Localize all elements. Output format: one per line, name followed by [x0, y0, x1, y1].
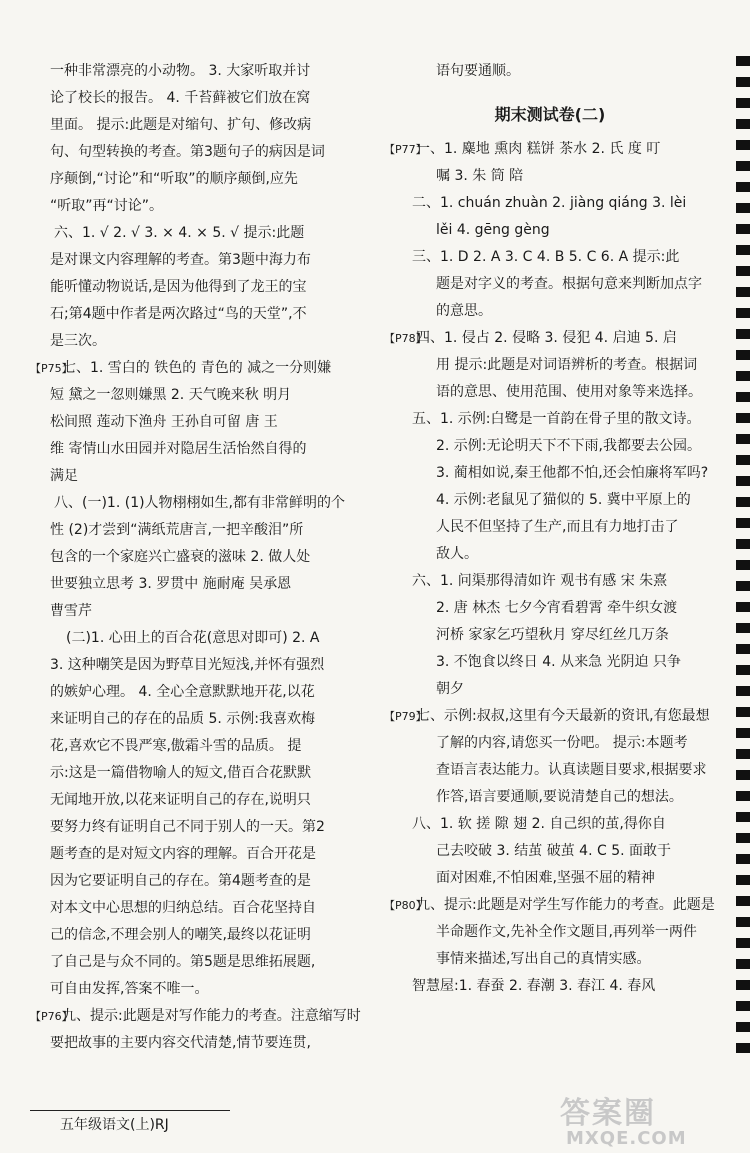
edge-mark — [736, 728, 750, 738]
edge-mark — [736, 497, 750, 507]
edge-mark — [736, 392, 750, 402]
answer-line — [384, 325, 716, 352]
edge-mark — [736, 413, 750, 423]
answer-line — [384, 892, 716, 919]
answer-line — [384, 703, 716, 730]
answer-line — [384, 136, 716, 163]
answer-line — [30, 598, 376, 625]
edge-mark — [736, 812, 750, 822]
answer-line — [30, 166, 376, 193]
answer-text: 2. 示例:无论明天下不下雨,我都要去公园。 — [436, 438, 701, 454]
answer-line — [384, 190, 716, 217]
answer-line — [384, 217, 716, 244]
answer-text: 句、句型转换的考查。第3题句子的病因是词 — [50, 144, 325, 160]
edge-mark — [736, 539, 750, 549]
answer-text: 4. 示例:老鼠见了猫似的 5. 冀中平原上的 — [436, 492, 691, 508]
edge-mark — [736, 119, 750, 129]
answer-text: 作答,语言要通顺,要说清楚自己的想法。 — [436, 789, 683, 805]
answer-text: 石;第4题中作者是两次路过“鸟的天堂”,不 — [50, 306, 307, 322]
answer-text: 要努力终有证明自己不同于别人的一天。第2 — [50, 819, 325, 835]
edge-mark — [736, 455, 750, 465]
answer-line — [384, 460, 716, 487]
answer-line — [30, 652, 376, 679]
answer-text: 二、1. chuán zhuàn 2. jiàng qiáng 3. lèi — [412, 195, 687, 211]
answer-text: 一种非常漂亮的小动物。 3. 大家听取并讨 — [50, 63, 311, 79]
answer-text: 了自己是与众不同的。第5题是思维拓展题, — [50, 954, 316, 970]
answer-line — [30, 760, 376, 787]
answer-line — [30, 436, 376, 463]
answer-line — [30, 517, 376, 544]
answer-line — [384, 541, 716, 568]
answer-line — [30, 976, 376, 1003]
answer-text: 题是对字义的考查。根据句意来判断加点字 — [436, 276, 702, 292]
answer-line — [30, 733, 376, 760]
edge-mark — [736, 854, 750, 864]
edge-mark — [736, 371, 750, 381]
answer-text: 性 (2)才尝到“满纸荒唐言,一把辛酸泪”所 — [50, 522, 304, 538]
answer-text: 松间照 莲动下渔舟 王孙自可留 唐 王 — [50, 414, 278, 430]
answer-text: 的嫉妒心理。 4. 全心全意默默地开花,以花 — [50, 684, 315, 700]
edge-mark — [736, 707, 750, 717]
edge-mark — [736, 1022, 750, 1032]
section-title — [384, 101, 716, 128]
answer-text: 示:这是一篇借物喻人的短文,借百合花默默 — [50, 765, 312, 781]
edge-mark — [736, 686, 750, 696]
answer-text: 3. 蔺相如说,秦王他都不怕,还会怕廉将军吗? — [436, 465, 709, 481]
answer-text: 里面。 提示:此题是对缩句、扩句、修改病 — [50, 117, 312, 133]
answer-line — [30, 193, 376, 220]
answer-text: 三、1. D 2. A 3. C 4. B 5. C 6. A 提示:此 — [412, 249, 680, 265]
edge-mark — [736, 560, 750, 570]
edge-mark — [736, 896, 750, 906]
edge-mark — [736, 1043, 750, 1053]
answer-text: 题考查的是对短文内容的理解。百合开花是 — [50, 846, 316, 862]
answer-line — [384, 730, 716, 757]
answer-text: 查语言表达能力。认真读题目要求,根据要求 — [436, 762, 707, 778]
answer-text: 九、提示:此题是对写作能力的考查。注意缩写时 — [62, 1008, 361, 1024]
answer-text: 无闻地开放,以花来证明自己的存在,说明只 — [50, 792, 311, 808]
answer-text: (二)1. 心田上的百合花(意思对即可) 2. A — [66, 630, 320, 646]
answer-line — [384, 649, 716, 676]
edge-mark — [736, 287, 750, 297]
edge-mark — [736, 917, 750, 927]
answer-line — [30, 1030, 376, 1057]
page-footer: 五年级语文(上)RJ — [60, 1117, 169, 1133]
edge-mark — [736, 329, 750, 339]
answer-text: 语句要通顺。 — [436, 63, 520, 79]
answer-text: 满足 — [50, 468, 78, 484]
edge-mark — [736, 350, 750, 360]
answer-text: 六、1. √ 2. √ 3. × 4. × 5. √ 提示:此题 — [54, 225, 305, 241]
edge-mark — [736, 833, 750, 843]
edge-mark — [736, 518, 750, 528]
edge-mark — [736, 203, 750, 213]
answer-text: 己的信念,不理会别人的嘲笑,最终以花证明 — [50, 927, 311, 943]
answer-text: 七、1. 雪白的 铁色的 青色的 减之一分则嫌 — [62, 360, 332, 376]
answer-line — [384, 919, 716, 946]
answer-line — [384, 514, 716, 541]
edge-mark — [736, 770, 750, 780]
answer-text: 世要独立思考 3. 罗贯中 施耐庵 吴承恩 — [50, 576, 292, 592]
answer-line — [30, 490, 376, 517]
answer-line — [384, 622, 716, 649]
answer-line — [384, 244, 716, 271]
answer-line — [30, 355, 376, 382]
page-tag: 【P80】 — [384, 899, 427, 912]
page-tag: 【P77】 — [384, 143, 427, 156]
answer-text: 2. 唐 林杰 七夕今宵看碧霄 牵牛织女渡 — [436, 600, 678, 616]
answer-text: 人民不但坚持了生产,而且有力地打击了 — [436, 519, 679, 535]
answer-line — [30, 679, 376, 706]
answer-line — [384, 352, 716, 379]
edge-mark — [736, 245, 750, 255]
answer-line — [30, 841, 376, 868]
answer-text: 用 提示:此题是对词语辨析的考查。根据词 — [436, 357, 698, 373]
answer-line — [30, 868, 376, 895]
answer-text: 河桥 家家乞巧望秋月 穿尽红丝几万条 — [436, 627, 669, 643]
answer-line — [30, 301, 376, 328]
page-tag: 【P79】 — [384, 710, 427, 723]
answer-line — [30, 895, 376, 922]
answer-text: lěi 4. gēng gèng — [436, 222, 550, 238]
answer-line — [30, 247, 376, 274]
answer-text: 四、1. 侵占 2. 侵略 3. 侵犯 4. 启迪 5. 启 — [416, 330, 677, 346]
answer-text: 一、1. 麋地 熏肉 糕饼 茶水 2. 氏 度 叮 — [416, 141, 661, 157]
edge-mark — [736, 980, 750, 990]
answer-text: 嘱 3. 朱 筒 陪 — [436, 168, 524, 184]
answer-line — [384, 865, 716, 892]
answer-text: 花,喜欢它不畏严寒,傲霜斗雪的品质。 提 — [50, 738, 302, 754]
answer-text: 期末测试卷(二) — [494, 105, 606, 124]
page-tag: 【P78】 — [384, 332, 427, 345]
answer-line — [30, 409, 376, 436]
answer-line — [30, 625, 376, 652]
page-tag: 【P75】 — [30, 362, 73, 375]
answer-text: 来证明自己的存在的品质 5. 示例:我喜欢梅 — [50, 711, 315, 727]
answer-text: 是三次。 — [50, 333, 106, 349]
answer-text: 对本文中心思想的归纳总结。百合花坚持自 — [50, 900, 316, 916]
edge-mark — [736, 140, 750, 150]
answer-text: 事情来描述,写出自己的真情实感。 — [436, 951, 651, 967]
answer-text: 己去咬破 3. 结茧 破茧 4. C 5. 面敢于 — [436, 843, 671, 859]
edge-mark — [736, 434, 750, 444]
watermark-logo: 答案圈 — [560, 1096, 656, 1131]
answer-text: 3. 这种嘲笑是因为野草目光短浅,并怀有强烈 — [50, 657, 325, 673]
answer-line — [384, 487, 716, 514]
edge-mark — [736, 56, 750, 66]
page-tag: 【P76】 — [30, 1010, 73, 1023]
answer-line — [384, 838, 716, 865]
answer-line — [384, 433, 716, 460]
answer-text: 了解的内容,请您买一份吧。 提示:本题考 — [436, 735, 688, 751]
answer-line — [30, 328, 376, 355]
answer-line — [30, 112, 376, 139]
answer-line — [30, 706, 376, 733]
answer-line — [384, 757, 716, 784]
answer-line — [30, 85, 376, 112]
answer-text: 要把故事的主要内容交代清楚,情节要连贯, — [50, 1035, 311, 1051]
edge-mark — [736, 476, 750, 486]
answer-text: 短 黛之一忽则嫌黑 2. 天气晚来秋 明月 — [50, 387, 292, 403]
answer-line — [30, 58, 376, 85]
footer-rule — [30, 1110, 230, 1111]
answer-text: 五、1. 示例:白鹭是一首韵在骨子里的散文诗。 — [412, 411, 701, 427]
edge-mark — [736, 77, 750, 87]
answer-line — [30, 220, 376, 247]
edge-mark — [736, 791, 750, 801]
answer-line — [30, 922, 376, 949]
edge-mark — [736, 308, 750, 318]
left-column — [30, 58, 376, 1057]
answer-text: 是对课文内容理解的考查。第3题中海力布 — [50, 252, 311, 268]
answer-text: 六、1. 问渠那得清如许 观书有感 宋 朱熹 — [412, 573, 668, 589]
answer-line — [384, 568, 716, 595]
answer-line — [30, 814, 376, 841]
edge-mark — [736, 665, 750, 675]
answer-line — [30, 949, 376, 976]
edge-mark — [736, 581, 750, 591]
edge-mark — [736, 1001, 750, 1011]
answer-line — [384, 784, 716, 811]
answer-text: 序颠倒,“讨论”和“听取”的顺序颠倒,应先 — [50, 171, 298, 187]
edge-mark — [736, 224, 750, 234]
answer-text: 因为它要证明自己的存在。第4题考查的是 — [50, 873, 311, 889]
answer-line — [384, 379, 716, 406]
edge-mark — [736, 182, 750, 192]
edge-mark — [736, 875, 750, 885]
answer-line — [384, 811, 716, 838]
answer-text: 可自由发挥,答案不唯一。 — [50, 981, 209, 997]
answer-line — [30, 274, 376, 301]
answer-line — [384, 595, 716, 622]
edge-mark — [736, 938, 750, 948]
answer-text: 曹雪芹 — [50, 603, 92, 619]
answer-text: 论了校长的报告。 4. 千苔藓被它们放在窝 — [50, 90, 311, 106]
answer-line — [30, 544, 376, 571]
answer-text: 敌人。 — [436, 546, 478, 562]
watermark-url: MXQE.COM — [566, 1128, 687, 1149]
answer-line — [384, 973, 716, 1000]
answer-text: 3. 不饱食以终日 4. 从来急 光阴迫 只争 — [436, 654, 681, 670]
edge-mark — [736, 98, 750, 108]
answer-line — [30, 1003, 376, 1030]
edge-mark — [736, 623, 750, 633]
right-column — [384, 58, 716, 1000]
answer-line — [30, 139, 376, 166]
edge-mark — [736, 161, 750, 171]
answer-line — [384, 946, 716, 973]
answer-text: 能听懂动物说话,是因为他得到了龙王的宝 — [50, 279, 307, 295]
answer-text: 维 寄情山水田园并对隐居生活怡然自得的 — [50, 441, 307, 457]
edge-mark — [736, 644, 750, 654]
answer-line — [384, 298, 716, 325]
answer-line — [30, 382, 376, 409]
answer-text: 九、提示:此题是对学生写作能力的考查。此题是 — [416, 897, 715, 913]
answer-text: 面对困难,不怕困难,坚强不屈的精神 — [436, 870, 655, 886]
answer-text: 半命题作文,先补全作文题目,再列举一两件 — [436, 924, 697, 940]
page-edge-marks — [730, 56, 750, 1056]
edge-mark — [736, 749, 750, 759]
answer-line — [30, 787, 376, 814]
edge-mark — [736, 266, 750, 276]
answer-text: 朝夕 — [436, 681, 464, 697]
answer-text: 包含的一个家庭兴亡盛衰的滋味 2. 做人处 — [50, 549, 311, 565]
edge-mark — [736, 602, 750, 612]
answer-line — [384, 163, 716, 190]
answer-text: 八、(一)1. (1)人物栩栩如生,都有非常鲜明的个 — [54, 495, 346, 511]
answer-line — [384, 406, 716, 433]
answer-text: “听取”再“讨论”。 — [50, 198, 164, 214]
answer-line — [384, 271, 716, 298]
answer-text: 智慧屋:1. 春蚕 2. 春潮 3. 春江 4. 春风 — [412, 978, 656, 994]
answer-line — [384, 58, 716, 85]
answer-text: 语的意思、使用范围、使用对象等来选择。 — [436, 384, 702, 400]
answer-line — [384, 676, 716, 703]
answer-line — [30, 571, 376, 598]
answer-text: 八、1. 软 搓 隙 翅 2. 自己织的茧,得你自 — [412, 816, 666, 832]
edge-mark — [736, 959, 750, 969]
answer-text: 七、示例:叔叔,这里有今天最新的资讯,有您最想 — [416, 708, 710, 724]
answer-text: 的意思。 — [436, 303, 492, 319]
answer-line — [30, 463, 376, 490]
